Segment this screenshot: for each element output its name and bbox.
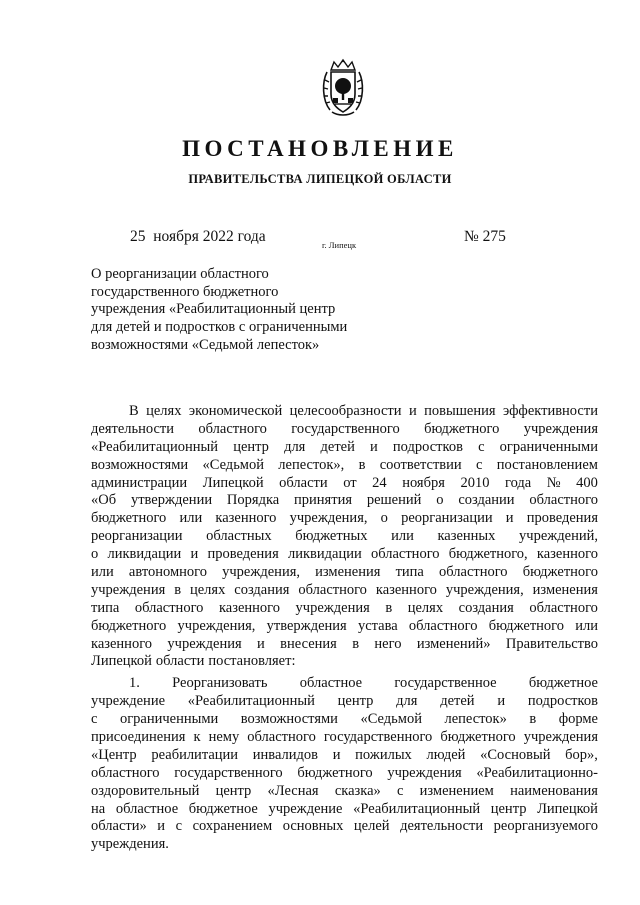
word: или xyxy=(575,617,598,634)
word: «Седьмой xyxy=(202,456,264,473)
word: и xyxy=(257,635,265,652)
word: экономической xyxy=(188,403,283,419)
word: бюджетного xyxy=(91,617,167,634)
word: учреждения xyxy=(295,599,370,616)
paragraph-line xyxy=(91,747,598,765)
word: бюджетное xyxy=(188,800,258,817)
subject-line: государственного бюджетного xyxy=(91,283,279,300)
word: от xyxy=(343,474,357,491)
word: с xyxy=(475,456,483,473)
word: сказка» xyxy=(334,782,381,799)
word: учреждения xyxy=(387,764,462,781)
word: и xyxy=(408,403,417,419)
word: эффективности xyxy=(502,403,598,419)
paragraph-line xyxy=(91,836,598,854)
subject-line: учреждения «Реабилитационный центр xyxy=(91,301,336,318)
word: бюджетных xyxy=(295,528,368,545)
word: «Об xyxy=(91,492,117,509)
word: «Реабилитационный xyxy=(91,438,219,455)
word: лепесток», xyxy=(278,456,345,473)
word: изменения xyxy=(315,564,381,581)
subject-line: О реорганизации областного xyxy=(91,266,269,282)
word: в xyxy=(174,581,182,598)
word: Липецкой xyxy=(202,474,264,491)
word: создания xyxy=(458,599,514,616)
paragraph-line xyxy=(91,510,598,528)
word: учреждение xyxy=(91,693,166,710)
paragraph-line xyxy=(91,765,598,783)
word: бюджетного xyxy=(488,617,564,634)
paragraph-line xyxy=(91,711,598,729)
word: целях xyxy=(146,403,182,419)
word: бюджетное xyxy=(528,675,598,692)
word: с xyxy=(91,711,98,728)
word: казенного xyxy=(218,599,280,616)
word: детей xyxy=(320,438,355,455)
word: типа xyxy=(91,599,120,616)
word: областного xyxy=(298,581,367,598)
word: ноября xyxy=(402,474,445,491)
word: с xyxy=(396,782,404,799)
word: учреждения, xyxy=(177,617,256,634)
word: государственное xyxy=(394,675,497,692)
word: реорганизации xyxy=(91,528,183,545)
word: государственного xyxy=(291,420,400,437)
word: создании xyxy=(458,492,515,509)
word: людей xyxy=(426,746,466,763)
word: изменением xyxy=(419,782,494,799)
word: учреждений, xyxy=(519,528,598,545)
word: бюджетного xyxy=(424,420,500,437)
word: «Реабилитационно- xyxy=(476,764,598,781)
word: нему xyxy=(208,729,240,746)
word: областного xyxy=(529,599,598,616)
word: Липецкой xyxy=(91,653,152,670)
word: ограниченными xyxy=(119,711,219,728)
word: учреждения xyxy=(167,635,242,652)
word: него xyxy=(374,635,402,652)
word: или xyxy=(91,564,114,581)
paragraph xyxy=(91,675,598,854)
paragraph-line xyxy=(91,564,598,582)
word: и xyxy=(190,546,199,563)
paragraph-line xyxy=(91,801,598,819)
word: на xyxy=(91,800,106,817)
word: и xyxy=(497,693,506,710)
word: утверждения xyxy=(266,617,347,634)
word: бюджетного xyxy=(440,729,516,746)
word: или xyxy=(391,528,414,545)
word: бюджетного xyxy=(297,764,373,781)
word: администрации xyxy=(91,474,188,491)
word: инвалидов xyxy=(252,746,318,763)
word: 1. xyxy=(129,675,140,692)
document-city: г. Липецк xyxy=(322,240,357,250)
word: «Седьмой xyxy=(360,711,422,728)
subject-line: для детей и подростков с ограниченными xyxy=(91,319,348,336)
word: учреждения. xyxy=(91,836,169,853)
paragraph-line xyxy=(91,729,598,747)
word: Реорганизовать xyxy=(172,675,268,692)
word: областного xyxy=(91,764,160,781)
word: «Сосновый xyxy=(480,746,551,763)
word: в xyxy=(358,456,366,473)
word: реабилитации xyxy=(151,746,239,763)
word: форме xyxy=(558,711,598,728)
word: пожилых xyxy=(355,746,412,763)
word: ликвидации xyxy=(107,546,182,563)
word: в xyxy=(529,711,537,728)
word: соответствии xyxy=(379,456,462,473)
word: деятельности xyxy=(400,818,484,835)
word: областного xyxy=(198,420,267,437)
paragraph-line xyxy=(91,582,598,600)
word: «Реабилитационный xyxy=(353,800,481,817)
word: учреждение xyxy=(268,800,343,817)
word: с xyxy=(175,818,183,835)
word: бюджетного xyxy=(91,510,167,527)
paragraph-line xyxy=(91,403,598,421)
document-issuer: ПРАВИТЕЛЬСТВА ЛИПЕЦКОЙ ОБЛАСТИ xyxy=(188,172,452,186)
document-number: № 275 xyxy=(464,228,506,245)
word: казенного xyxy=(536,546,598,563)
coat-of-arms-icon xyxy=(318,58,368,120)
word: центр xyxy=(215,782,252,799)
word: целей xyxy=(353,818,390,835)
word: автономного xyxy=(128,564,207,581)
word: 400 xyxy=(576,474,598,491)
word: в xyxy=(385,599,393,616)
word: бюджетного, xyxy=(448,546,528,563)
word: изменения xyxy=(532,581,598,598)
word: центр xyxy=(337,693,374,710)
word: областного xyxy=(370,546,440,563)
word: областного xyxy=(408,617,478,634)
word: внесения xyxy=(280,635,337,652)
word: Липецкой xyxy=(537,800,598,817)
word: казенных xyxy=(437,528,496,545)
paragraph-line xyxy=(91,783,598,801)
word: для xyxy=(284,438,306,455)
word: возможностями xyxy=(91,456,189,473)
word: утверждении xyxy=(130,492,213,509)
word: целесообразности xyxy=(289,403,402,419)
word: проведения xyxy=(207,546,279,563)
document-body xyxy=(91,403,598,854)
word: областное xyxy=(115,800,179,817)
word: года xyxy=(504,474,532,491)
word: «Реабилитационный xyxy=(187,693,315,710)
word: о xyxy=(91,546,99,563)
word: областных xyxy=(206,528,272,545)
word: центр xyxy=(490,800,527,817)
word: подростков xyxy=(392,438,463,455)
word: и xyxy=(370,438,378,455)
word: ограниченными xyxy=(499,438,598,455)
word: областное xyxy=(299,675,363,692)
document-date: 25 ноября 2022 года xyxy=(130,228,266,245)
word: Правительство xyxy=(505,635,598,652)
word: областного xyxy=(439,564,508,581)
paragraph-line xyxy=(91,546,598,564)
word: деятельности xyxy=(91,420,175,437)
paragraph-line xyxy=(91,421,598,439)
word: учреждения xyxy=(523,420,598,437)
word: постановляет: xyxy=(208,653,296,670)
word: о xyxy=(436,492,444,509)
word: изменений» xyxy=(416,635,491,652)
word: проведения xyxy=(526,510,598,527)
word: учреждения xyxy=(91,581,166,598)
word: и xyxy=(505,510,514,527)
paragraph-line xyxy=(91,636,598,654)
word: устава xyxy=(357,617,398,634)
word: области» xyxy=(91,818,147,835)
word: областного xyxy=(529,492,598,509)
word: с xyxy=(478,438,485,455)
word: Порядка xyxy=(226,492,280,509)
word: казенного xyxy=(215,510,277,527)
word: казенного xyxy=(91,635,153,652)
word: областного xyxy=(247,729,316,746)
word: целях xyxy=(189,581,226,598)
word: областного xyxy=(134,599,204,616)
paragraph-line xyxy=(91,475,598,493)
paragraph-line xyxy=(91,675,598,693)
word: детей xyxy=(440,693,475,710)
word: целях xyxy=(407,599,444,616)
word: принятия xyxy=(294,492,352,509)
word: центр xyxy=(233,438,269,455)
word: подростков xyxy=(527,693,598,710)
word: «Лесная xyxy=(267,782,319,799)
word: возможностями xyxy=(240,711,338,728)
word: в xyxy=(352,635,360,652)
paragraph-line xyxy=(91,693,598,711)
word: «Центр xyxy=(91,746,137,763)
paragraph xyxy=(91,403,598,671)
word: для xyxy=(396,693,418,710)
word: ликвидации xyxy=(287,546,362,563)
paragraph-line xyxy=(91,492,598,510)
word: оздоровительный xyxy=(91,782,200,799)
word: постановлением xyxy=(496,456,598,473)
paragraph-line xyxy=(91,653,598,671)
document-title: ПОСТАНОВЛЕНИЕ xyxy=(182,136,458,161)
word: № xyxy=(546,474,561,491)
word: реорганизации xyxy=(401,510,493,527)
word: бюджетного xyxy=(522,564,598,581)
word: или xyxy=(179,510,203,527)
word: реорганизуемого xyxy=(493,818,598,835)
word: учреждения, xyxy=(222,564,300,581)
subject-line: возможностями «Седьмой лепесток» xyxy=(91,336,320,353)
paragraph-line xyxy=(91,818,598,836)
word: решений xyxy=(366,492,422,509)
word: государственного xyxy=(323,729,433,746)
word: повышения xyxy=(424,403,496,419)
paragraph-line xyxy=(91,439,598,457)
paragraph-line xyxy=(91,528,598,546)
word: основных xyxy=(282,818,344,835)
word: учреждения, xyxy=(445,581,524,598)
word: сохранением xyxy=(192,818,273,835)
word: 2010 xyxy=(460,474,490,491)
paragraph-line xyxy=(91,618,598,636)
word: и xyxy=(157,818,166,835)
word: и xyxy=(332,746,341,763)
word: учреждения, xyxy=(289,510,368,527)
paragraph-line xyxy=(91,457,598,475)
word: наименования xyxy=(510,782,598,799)
word: бор», xyxy=(565,746,598,763)
word: создания xyxy=(234,581,290,598)
word: к xyxy=(193,729,201,746)
paragraph-line xyxy=(91,600,598,618)
word: лепесток» xyxy=(444,711,507,728)
word: типа xyxy=(395,564,424,581)
word: присоединения xyxy=(91,729,186,746)
document-subject xyxy=(91,266,347,355)
word: государственного xyxy=(174,764,283,781)
word: области xyxy=(155,653,205,670)
word: 24 xyxy=(372,474,387,491)
word: В xyxy=(129,403,139,419)
word: области xyxy=(279,474,328,491)
word: учреждения xyxy=(523,729,598,746)
word: казенного xyxy=(375,581,437,598)
word: о xyxy=(380,510,388,527)
